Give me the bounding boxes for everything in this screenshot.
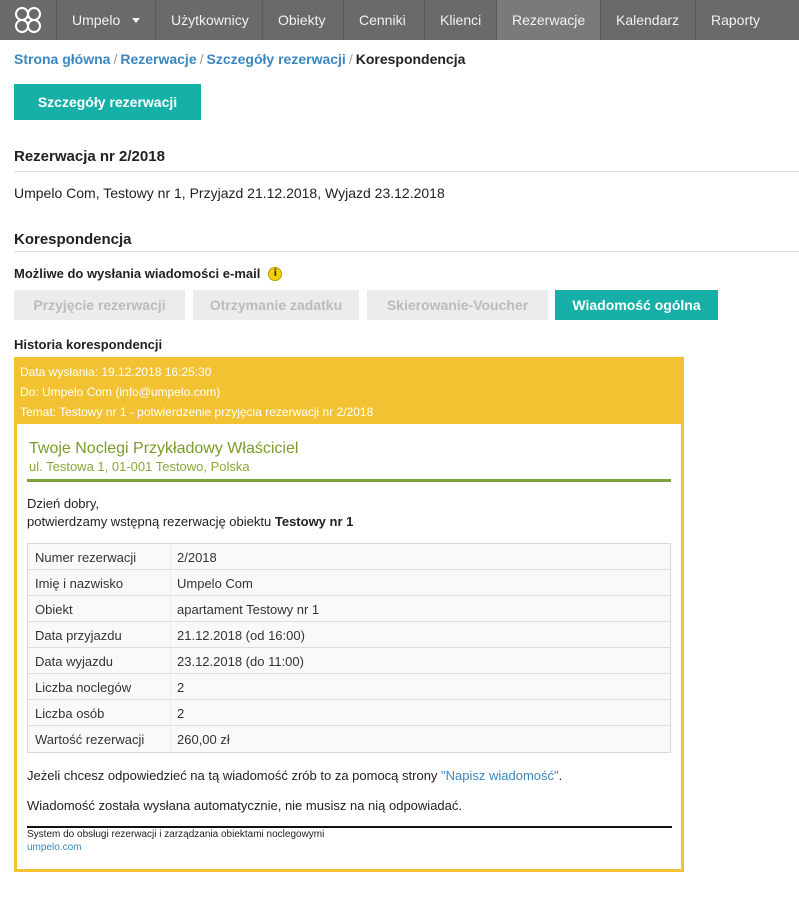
nav-obiekty[interactable]: Obiekty (262, 0, 343, 40)
table-row (28, 622, 670, 648)
email-confirm-text: potwierdzamy wstępną rezerwację obiektu (27, 514, 272, 529)
email-greeting: Dzień dobry, (27, 496, 100, 511)
reservation-summary: Umpelo Com, Testowy nr 1, Przyjazd 21.12.2018, Wyjazd 23.12.2018 (14, 185, 445, 201)
table-row (28, 570, 670, 596)
divider (170, 726, 171, 752)
email-confirm-line (27, 514, 353, 529)
row-label: Data przyjazdu (35, 628, 122, 643)
row-label: Obiekt (35, 602, 73, 617)
mail-general-button[interactable]: Wiadomość ogólna (555, 290, 718, 320)
row-value: apartament Testowy nr 1 (177, 602, 320, 617)
table-row (28, 596, 670, 622)
divider (14, 251, 799, 252)
table-row (28, 726, 670, 752)
table-row (28, 700, 670, 726)
breadcrumb-separator: / (113, 51, 118, 67)
breadcrumb (14, 51, 465, 67)
chevron-down-icon (132, 18, 140, 23)
divider (27, 479, 671, 482)
owner-address: ul. Testowa 1, 01-001 Testowo, Polska (29, 459, 250, 474)
breadcrumb-separator: / (199, 51, 204, 67)
nav-umpelo-menu[interactable] (56, 0, 155, 40)
reply-text: Jeżeli chcesz odpowiedzieć na tą wiadomość zrób to za pomocą strony (27, 768, 442, 783)
mail-options-text: Możliwe do wysłania wiadomości e-mail (14, 266, 261, 281)
row-label: Numer rezerwacji (35, 550, 137, 565)
breadcrumb-rezerwacje[interactable]: Rezerwacje (120, 51, 197, 67)
row-value: 2 (177, 706, 185, 721)
nav-raporty[interactable]: Raporty (695, 0, 799, 40)
nav-cenniki[interactable]: Cenniki (343, 0, 424, 40)
reply-suffix: . (558, 768, 563, 783)
row-value: 2/2018 (177, 550, 217, 565)
email-object-name: Testowy nr 1 (274, 514, 354, 529)
mail-voucher-button[interactable]: Skierowanie-Voucher (367, 290, 548, 320)
email-subject: Temat: Testowy nr 1 - potwierdzenie przyjęcia rezerwacji nr 2/2018 (20, 405, 374, 419)
divider (170, 622, 171, 648)
row-label: Imię i nazwisko (35, 576, 124, 591)
nav-umpelo-label: Umpelo (72, 12, 121, 28)
mail-przyjecie-button[interactable]: Przyjęcie rezerwacji (14, 290, 185, 320)
table-row (28, 674, 670, 700)
nav-rezerwacje[interactable]: Rezerwacje (496, 0, 600, 40)
info-icon[interactable]: i (268, 267, 282, 281)
breadcrumb-szczegoly[interactable]: Szczegóły rezerwacji (206, 51, 346, 67)
row-label: Wartość rezerwacji (35, 732, 145, 747)
history-heading: Historia korespondencji (14, 337, 163, 352)
row-value: 23.12.2018 (do 11:00) (177, 654, 304, 669)
row-label: Data wyjazdu (35, 654, 114, 669)
owner-name: Twoje Noclegi Przykładowy Właściciel (29, 440, 299, 457)
reply-instructions (27, 768, 562, 783)
divider (170, 648, 171, 674)
table-row (28, 648, 670, 674)
table-row (28, 544, 670, 570)
top-navigation (0, 0, 799, 40)
reservation-heading: Rezerwacja nr 2/2018 (14, 148, 165, 165)
row-label: Liczba noclegów (35, 680, 132, 695)
row-value: 260,00 zł (177, 732, 230, 747)
divider (170, 674, 171, 700)
nav-klienci[interactable]: Klienci (424, 0, 496, 40)
row-value: Umpelo Com (177, 576, 253, 591)
divider (170, 544, 171, 570)
logo-icon[interactable] (0, 0, 56, 40)
email-footer-text: System do obsługi rezerwacji i zarządzania obiektami noclegowymi (27, 829, 325, 840)
row-value: 2 (177, 680, 185, 695)
divider (27, 826, 672, 828)
email-footer-link[interactable]: umpelo.com (27, 842, 82, 853)
reservation-details-table (27, 543, 671, 753)
nav-kalendarz[interactable]: Kalendarz (600, 0, 695, 40)
row-label: Liczba osób (35, 706, 105, 721)
email-recipient: Do: Umpelo Com (info@umpelo.com) (20, 385, 221, 399)
divider (170, 596, 171, 622)
mail-options-label (14, 266, 282, 281)
auto-message-note: Wiadomość została wysłana automatycznie, nie musisz na nią odpowiadać. (27, 798, 462, 813)
email-sent-date: Data wysłania: 19.12.2018 16:25:30 (20, 365, 212, 379)
divider (14, 171, 799, 172)
divider (170, 700, 171, 726)
reservation-details-button[interactable]: Szczegóły rezerwacji (14, 84, 201, 120)
breadcrumb-separator: / (348, 51, 353, 67)
row-value: 21.12.2018 (od 16:00) (177, 628, 305, 643)
breadcrumb-current: Korespondencja (355, 51, 466, 67)
correspondence-heading: Korespondencja (14, 231, 132, 248)
breadcrumb-home[interactable]: Strona główna (14, 51, 111, 67)
divider (170, 570, 171, 596)
write-message-link[interactable]: "Napisz wiadomość" (441, 768, 559, 783)
nav-uzytkownicy[interactable]: Użytkownicy (155, 0, 262, 40)
mail-zadatek-button[interactable]: Otrzymanie zadatku (193, 290, 359, 320)
